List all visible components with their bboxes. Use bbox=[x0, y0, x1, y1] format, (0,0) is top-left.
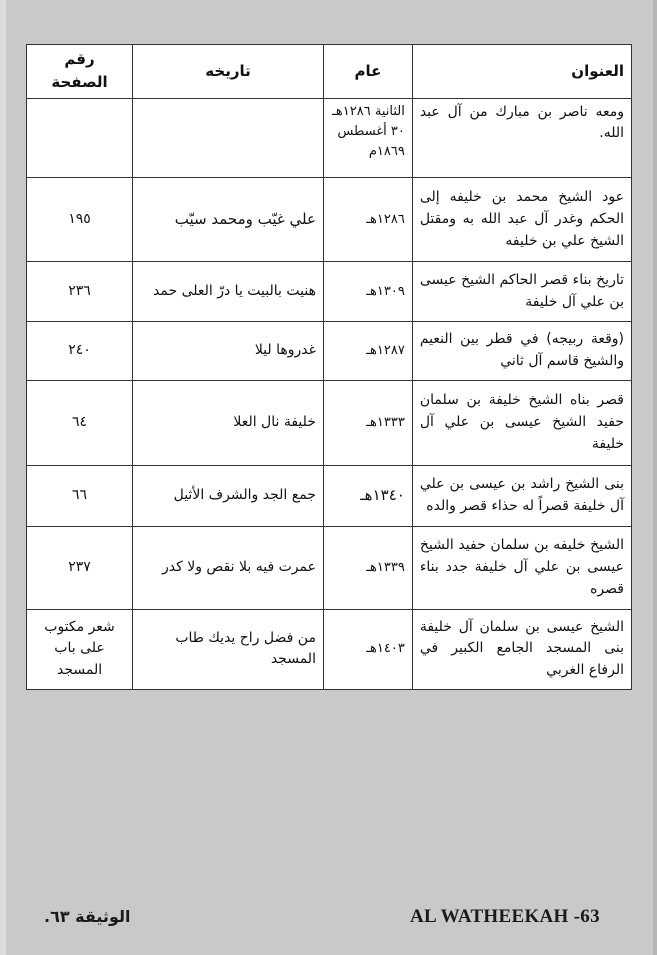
cell-date: هنيت بالبيت يا درّ العلى حمد bbox=[133, 262, 324, 321]
cell-date: علي غيّب ومحمد سيّب bbox=[133, 177, 324, 262]
documents-table bbox=[26, 44, 632, 690]
cell-year: ١٣٣٣هـ bbox=[323, 381, 412, 466]
table-row bbox=[27, 98, 632, 177]
cell-year: ١٢٨٦هـ bbox=[323, 177, 412, 262]
table-header-row bbox=[27, 45, 632, 99]
table-row bbox=[27, 381, 632, 466]
cell-page: ٢٤٠ bbox=[27, 321, 133, 380]
cell-title: (وقعة ربيجه) في قطر بين النعيم والشيخ قاسم آل ثاني bbox=[412, 321, 631, 380]
table-row bbox=[27, 262, 632, 321]
cell-year: ١٣٠٩هـ bbox=[323, 262, 412, 321]
cell-date bbox=[133, 98, 324, 177]
table-row bbox=[27, 465, 632, 526]
cell-page: ٦٦ bbox=[27, 465, 133, 526]
cell-date: جمع الجد والشرف الأثيل bbox=[133, 465, 324, 526]
cell-year: ١٣٣٩هـ bbox=[323, 527, 412, 609]
header-date: تاريخه bbox=[133, 45, 324, 99]
cell-page: شعر مكتوب على باب المسجد bbox=[27, 609, 133, 690]
header-title: العنوان bbox=[412, 45, 631, 99]
header-year: عام bbox=[323, 45, 412, 99]
cell-title: قصر بناه الشيخ خليفة بن سلمان حفيد الشيخ عيسى بن علي آل خليفة bbox=[412, 381, 631, 466]
table-row bbox=[27, 321, 632, 380]
cell-date: عمرت فيه بلا نقص ولا كدر bbox=[133, 527, 324, 609]
table-row bbox=[27, 527, 632, 609]
cell-year: ١٣٤٠هـ bbox=[323, 465, 412, 526]
cell-title: بنى الشيخ راشد بن عيسى بن علي آل خليفة قصراً له حذاء قصر والده bbox=[412, 465, 631, 526]
cell-date: خليفة نال العلا bbox=[133, 381, 324, 466]
cell-title: تاريخ بناء قصر الحاكم الشيخ عيسى بن علي آل خليفة bbox=[412, 262, 631, 321]
cell-year: ١٤٠٣هـ bbox=[323, 609, 412, 690]
cell-page: ٦٤ bbox=[27, 381, 133, 466]
cell-title: ومعه ناصر بن مبارك من آل عبد الله. bbox=[412, 98, 631, 177]
cell-page: ١٩٥ bbox=[27, 177, 133, 262]
table-row bbox=[27, 609, 632, 690]
footer-publication-label-arabic: الوثيقة ٦٣. bbox=[44, 907, 131, 926]
cell-title: الشيخ خليفه بن سلمان حفيد الشيخ عيسى بن علي آل خليفة جدد بناء قصره bbox=[412, 527, 631, 609]
cell-year: ١٢٨٧هـ bbox=[323, 321, 412, 380]
cell-date: غدروها ليلا bbox=[133, 321, 324, 380]
cell-page bbox=[27, 98, 133, 177]
cell-date: من فضل راح يديك طاب المسجد bbox=[133, 609, 324, 690]
cell-title: عود الشيخ محمد بن خليفه إلى الحكم وغدر آل عبد الله به ومقتل الشيخ علي بن خليفه bbox=[412, 177, 631, 262]
cell-page: ٢٣٧ bbox=[27, 527, 133, 609]
table-row bbox=[27, 177, 632, 262]
cell-year: الثانية ١٢٨٦هـ ٣٠ أغسطس ١٨٦٩م bbox=[323, 98, 412, 177]
header-page: رقم الصفحة bbox=[27, 45, 133, 99]
cell-page: ٢٣٦ bbox=[27, 262, 133, 321]
footer-publication-label: AL WATHEEKAH -63 bbox=[410, 906, 600, 927]
cell-title: الشيخ عيسى بن سلمان آل خليفة بنى المسجد الجامع الكبير في الرفاع الغربي bbox=[412, 609, 631, 690]
